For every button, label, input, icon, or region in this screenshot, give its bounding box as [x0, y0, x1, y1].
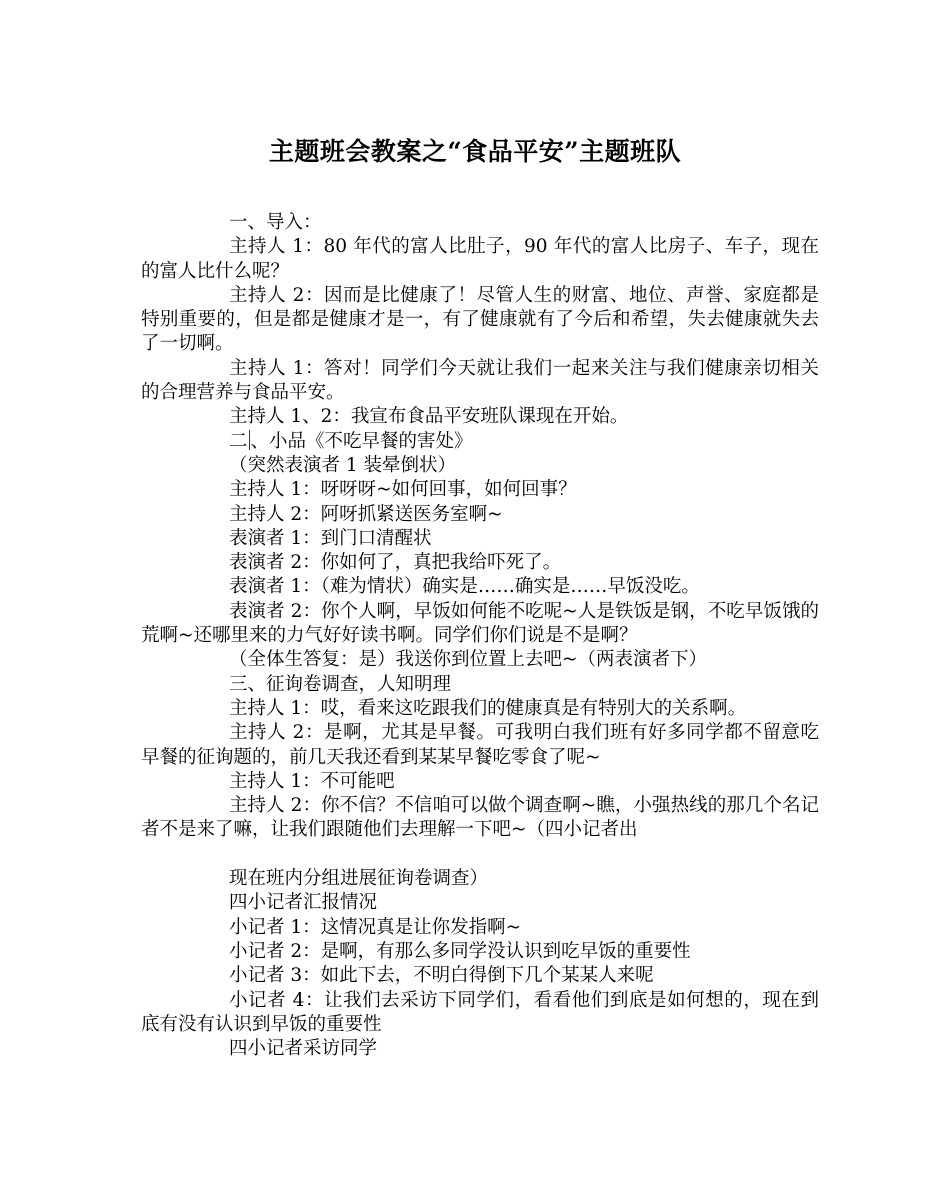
paragraph: 主持人 2：阿呀抓紧送医务室啊~: [229, 503, 503, 525]
paragraph: 主持人 1：答对！同学们今天就让我们一起来关注与我们健康亲切相关的合理营养与食品平安。: [141, 357, 819, 404]
paragraph: （突然表演者 1 装晕倒状）: [229, 454, 457, 476]
paragraph: 小记者 3：如此下去，不明白得倒下几个某某人来呢: [229, 965, 654, 987]
paragraph: 小记者 2：是啊，有那么多同学没认识到吃早饭的重要性: [229, 940, 691, 962]
section-heading-intro: 一、导入：: [229, 212, 322, 233]
paragraph: 表演者 2：你如何了，真把我给吓死了。: [229, 552, 562, 574]
document-body: [141, 211, 819, 1061]
paragraph: 小记者 4：让我们去采访下同学们，看看他们到底是如何想的，现在到底有没有认识到早饭的重要性: [141, 989, 819, 1035]
section-heading-skit: [141, 430, 819, 454]
section-heading-survey: 三、征询卷调查，人知明理: [229, 673, 452, 695]
document-title: 主题班会教案之“食品平安”主题班队: [268, 137, 682, 166]
paragraph: 表演者 1：到门口清醒状: [229, 527, 432, 549]
paragraph: 主持人 1：哎，看来这吃跟我们的健康真是有特别大的关系啊。: [229, 697, 747, 719]
section-heading-text: 、小品《不吃早餐的害处》: [250, 430, 473, 452]
section-number: 二: [229, 430, 248, 452]
text-cursor: [249, 430, 250, 450]
paragraph: 表演者 1：（难为情状）确实是……确实是……早饭没吃。: [229, 576, 700, 598]
paragraph: 四小记者汇报情况: [229, 892, 378, 914]
paragraph: 主持人 2：你不信？不信咱可以做个调查啊~瞧，小强热线的那几个名记者不是来了嘛，让我们跟随他们去理解一下吧~（四小记者出: [141, 795, 819, 841]
paragraph: 主持人 1：不可能吧: [229, 770, 395, 792]
paragraph: 现在班内分组进展征询卷调查）: [229, 868, 489, 890]
paragraph: 表演者 2：你个人啊，早饭如何能不吃呢~人是铁饭是钢，不吃早饭饿的荒啊~还哪里来的力气好好读书啊。同学们你们说是不是啊？: [141, 600, 819, 647]
paragraph: 小记者 1：这情况真是让你发指啊~: [229, 916, 522, 938]
paragraph: 主持人 2：因而是比健康了！尽管人生的财富、地位、声誉、家庭都是特别重要的，但是都是健康才是一，有了健康就有了今后和希望，失去健康就失去了一切啊。: [141, 284, 819, 355]
paragraph: 主持人 1、2：我宣布食品平安班队课现在开始。: [229, 406, 629, 428]
paragraph: 主持人 2：是啊，尤其是早餐。可我明白我们班有好多同学都不留意吃早餐的征询题的，前几天我还看到某某早餐吃零食了呢~: [141, 722, 819, 768]
paragraph: 主持人 1：80 年代的富人比肚子，90 年代的富人比房子、车子，现在的富人比什么呢？: [141, 236, 819, 282]
paragraph: （全体生答复：是）我送你到位置上去吧~（两表演者下）: [229, 649, 708, 671]
paragraph: 四小记者采访同学: [229, 1038, 378, 1060]
paragraph: 主持人 1：呀呀呀~如何回事，如何回事？: [229, 479, 577, 501]
